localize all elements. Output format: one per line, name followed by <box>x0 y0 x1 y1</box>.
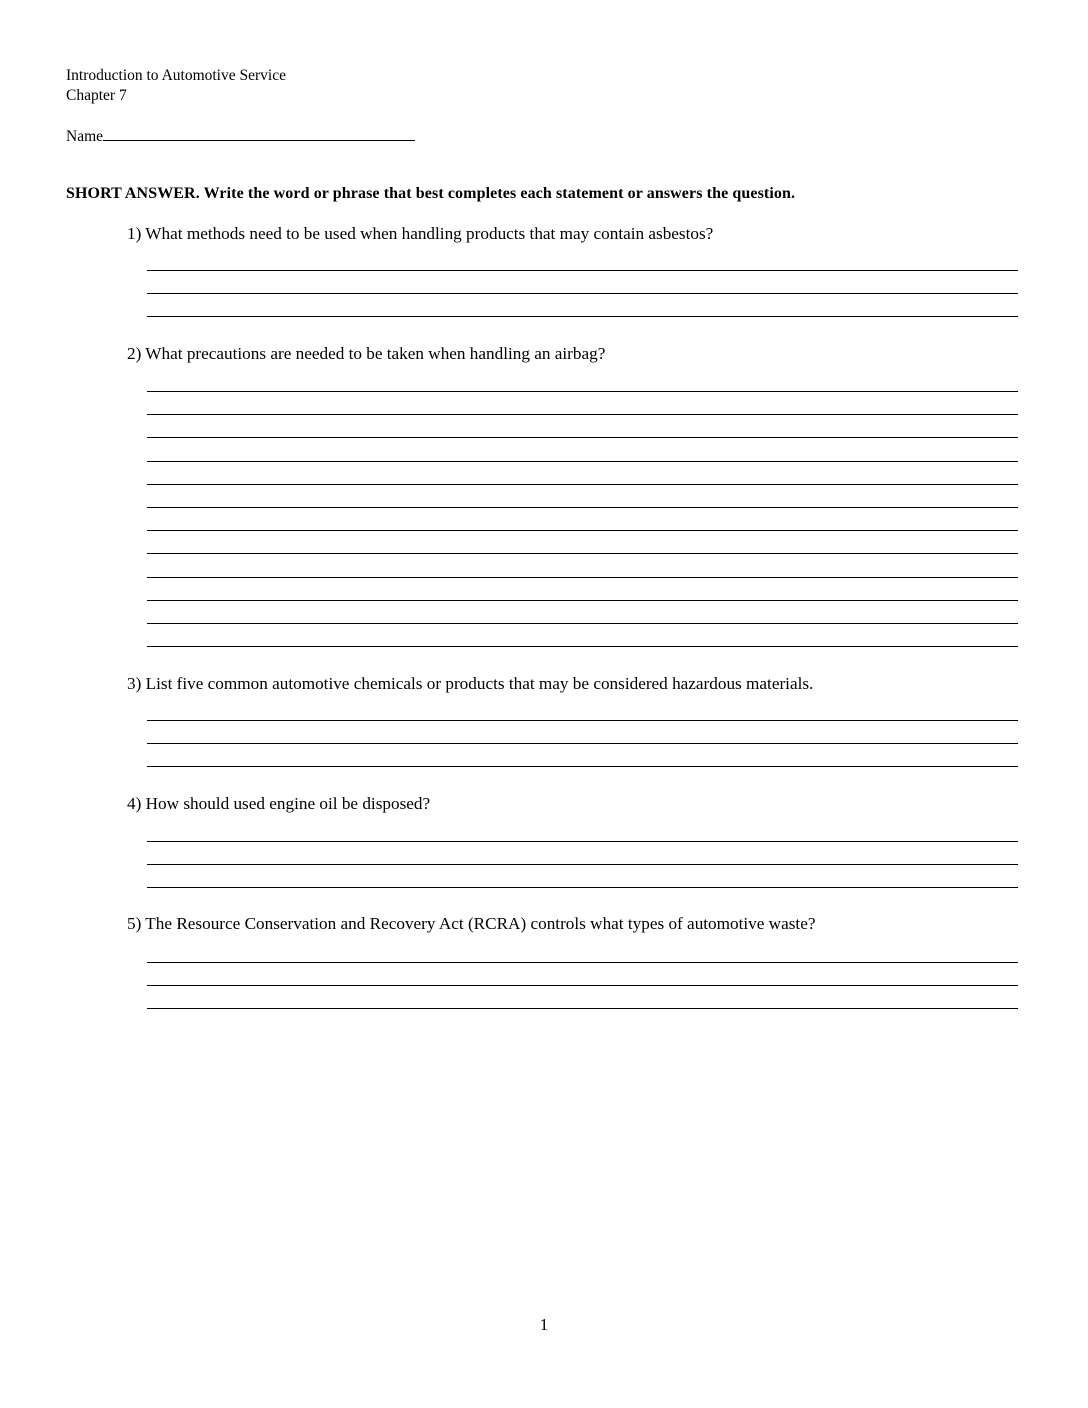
answer-line[interactable] <box>147 1008 1018 1009</box>
answer-line[interactable] <box>147 507 1018 508</box>
name-blank-line[interactable] <box>103 124 415 141</box>
answer-line[interactable] <box>147 437 1018 438</box>
chapter-label: Chapter 7 <box>66 87 127 104</box>
answer-line[interactable] <box>147 962 1018 963</box>
answer-line[interactable] <box>147 414 1018 415</box>
answer-line[interactable] <box>147 600 1018 601</box>
answer-line[interactable] <box>147 391 1018 392</box>
question-1-text: 1) What methods need to be used when handling products that may contain asbestos? <box>127 224 714 243</box>
question-4-text: 4) How should used engine oil be disposed? <box>127 794 431 813</box>
answer-line[interactable] <box>147 577 1018 578</box>
name-field <box>66 124 415 147</box>
answer-line[interactable] <box>147 720 1018 721</box>
answer-line[interactable] <box>147 646 1018 647</box>
answer-line[interactable] <box>147 887 1018 888</box>
question-5-text: 5) The Resource Conservation and Recovery Act (RCRA) controls what types of automotive waste? <box>127 914 816 933</box>
answer-line[interactable] <box>147 461 1018 462</box>
answer-line[interactable] <box>147 553 1018 554</box>
answer-line[interactable] <box>147 985 1018 986</box>
page-number: 1 <box>539 1315 549 1334</box>
question-2-text: 2) What precautions are needed to be taken when handling an airbag? <box>127 344 606 363</box>
answer-line[interactable] <box>147 623 1018 624</box>
answer-line[interactable] <box>147 841 1018 842</box>
answer-line[interactable] <box>147 530 1018 531</box>
course-title: Introduction to Automotive Service <box>66 67 286 84</box>
answer-line[interactable] <box>147 270 1018 271</box>
answer-line[interactable] <box>147 743 1018 744</box>
answer-line[interactable] <box>147 484 1018 485</box>
answer-line[interactable] <box>147 766 1018 767</box>
section-instructions: SHORT ANSWER. Write the word or phrase that best completes each statement or answers the question. <box>66 185 796 202</box>
answer-line[interactable] <box>147 293 1018 294</box>
name-label: Name <box>66 128 104 145</box>
question-3-text: 3) List five common automotive chemicals or products that may be considered hazardous materials. <box>127 674 814 693</box>
answer-line[interactable] <box>147 316 1018 317</box>
answer-line[interactable] <box>147 864 1018 865</box>
